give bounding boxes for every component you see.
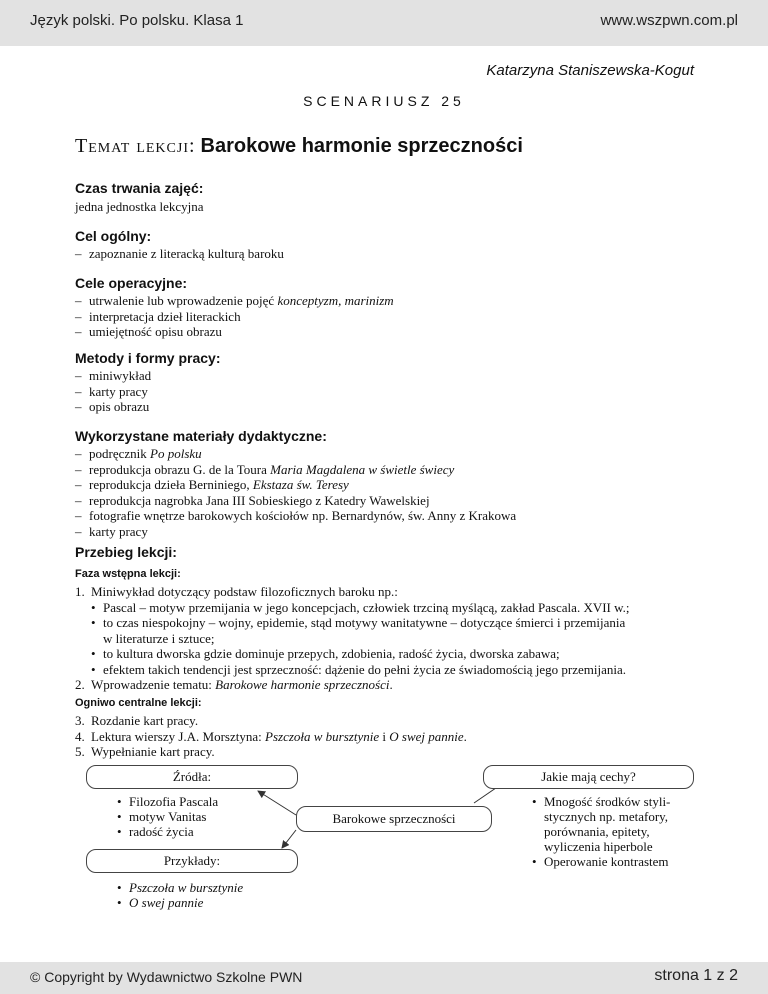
list-item: • Pszczoła w bursztynie (117, 880, 244, 895)
list-item: – podręcznik Po polsku (75, 446, 202, 461)
list-item: – fotografie wnętrze barokowych kościołów np. Bernardynów, św. Anny z Krakowa (75, 508, 517, 523)
duration-value: jedna jednostka lekcyjna (75, 199, 204, 214)
list-item: 5. Wypełnianie kart pracy. (75, 744, 215, 759)
page-footer (0, 962, 768, 994)
list-item: – umiejętność opisu obrazu (75, 324, 222, 339)
methods-heading: Metody i formy pracy: (75, 350, 221, 366)
footer-page-number: strona 1 z 2 (654, 967, 738, 984)
footer-copyright: © Copyright by Wydawnictwo Szkolne PWN (30, 969, 303, 985)
list-item-continuation: w literaturze i sztuce; (103, 630, 215, 646)
phase2-heading: Ogniwo centralne lekcji: (75, 697, 202, 709)
general-goal-item: – zapoznanie z literacką kulturą baroku (75, 246, 284, 261)
list-item: • efektem takich tendencji jest sprzeczność: dążenie do pełni życia ze świadomością jego przemijania. (91, 661, 627, 677)
list-item: – karty pracy (75, 383, 148, 399)
list-item: 3. Rozdanie kart pracy. (75, 713, 199, 728)
duration-heading: Czas trwania zajęć: (75, 180, 204, 196)
list-item: – reprodukcja dzieła Berniniego, Ekstaza św. Teresy (75, 477, 349, 492)
list-item: • motyw Vanitas (117, 809, 207, 824)
materials-heading: Wykorzystane materiały dydaktyczne: (75, 428, 327, 444)
list-item: 4. Lektura wierszy J.A. Morsztyna: Pszczoła w bursztynie i O swej pannie. (75, 728, 467, 744)
list-item: – reprodukcja nagrobka Jana III Sobieskiego z Katedry Wawelskiej (75, 492, 430, 508)
features-box: Jakie mają cechy? (483, 765, 694, 789)
author-name: Katarzyna Staniszewska-Kogut (486, 62, 694, 79)
list-item: • Filozofia Pascala (117, 794, 219, 809)
operational-goals-heading: Cele operacyjne: (75, 275, 188, 291)
list-item: • Operowanie kontrastem (532, 854, 669, 869)
sources-list (117, 794, 218, 839)
arrow-to-sources (258, 791, 296, 815)
list-item: 1. Miniwykład dotyczący podstaw filozoficznych baroku np.: (75, 584, 398, 599)
arrow-to-examples (282, 830, 296, 848)
examples-box: Przykłady: (86, 849, 298, 873)
list-item: – utrwalenie lub wprowadzenie pojęć konceptyzm, marinizm (75, 293, 394, 308)
list-item: • O swej pannie (117, 895, 204, 910)
list-item: • Pascal – motyw przemijania w jego koncepcjach, człowiek trzciną myślącą, zakład Pascala. XVII w.; (91, 599, 630, 615)
center-box: Barokowe sprzeczności (296, 806, 492, 832)
features-list (532, 794, 732, 869)
list-item-continuation: porównania, epitety, (544, 824, 650, 839)
course-heading: Przebieg lekcji: (75, 544, 177, 560)
list-item: – reprodukcja obrazu G. de la Toura Maria Magdalena w świetle świecy (75, 461, 455, 477)
list-item: • to czas niespokojny – wojny, epidemie, stąd motywy wanitatywne – dotyczące śmierci i przemijania (91, 615, 626, 630)
list-item: • to kultura dworska gdzie dominuje przepych, zdobienia, radość życia, dworska zabawa; (91, 646, 560, 661)
general-goal-heading: Cel ogólny: (75, 228, 152, 244)
phase1-heading: Faza wstępna lekcji: (75, 568, 181, 580)
list-item: – miniwykład (75, 368, 152, 383)
list-item-continuation: wyliczenia hiperbole (544, 839, 653, 854)
scenario-number: SCENARIUSZ 25 (303, 93, 465, 109)
sources-box: Źródła: (86, 765, 298, 789)
header-title: Język polski. Po polsku. Klasa 1 (30, 12, 244, 29)
list-item: – opis obrazu (75, 399, 150, 414)
header-website-link[interactable]: www.wszpwn.com.pl (600, 12, 738, 29)
list-item: – interpretacja dzieł literackich (75, 308, 241, 324)
topic-label: Temat lekcji: (75, 135, 196, 157)
list-item: • Mnogość środków styli- (532, 794, 671, 809)
topic-title: Barokowe harmonie sprzeczności (200, 135, 523, 157)
list-item: 2. Wprowadzenie tematu: Barokowe harmonie sprzeczności. (75, 677, 393, 692)
list-item-continuation: stycznych np. metafory, (544, 809, 669, 824)
examples-list (117, 880, 243, 910)
list-item: – karty pracy (75, 523, 148, 539)
list-item: • radość życia (117, 824, 194, 839)
